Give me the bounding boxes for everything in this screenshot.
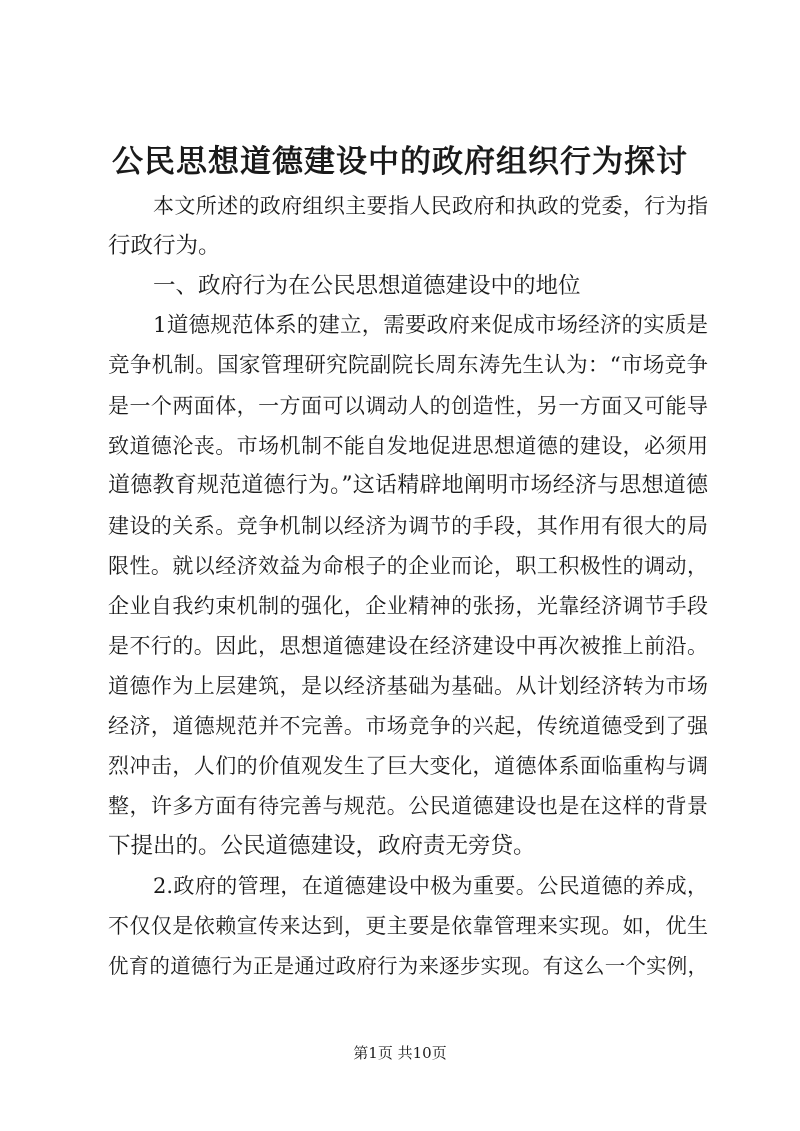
text-line: 2.政府的管理，在道德建设中极为重要。公民道德的养成， xyxy=(153,874,708,898)
text-line: 优育的道德行为正是通过政府行为来逐步实现。有这么一个实例， xyxy=(108,954,708,978)
page-footer: 第1页 共10页 xyxy=(353,1044,447,1062)
text-line: 经济，道德规范并不完善。市场竞争的兴起，传统道德受到了强 xyxy=(108,714,708,738)
text-line: 烈冲击，人们的价值观发生了巨大变化，道德体系面临重构与调 xyxy=(108,754,708,778)
document-body xyxy=(108,186,708,986)
text-line: 下提出的。公民道德建设，政府责无旁贷。 xyxy=(108,833,536,859)
text-line: 致道德沦丧。市场机制不能自发地促进思想道德的建设，必须用 xyxy=(108,434,708,458)
text-line: 不仅仅是依赖宣传来达到，更主要是依靠管理来实现。如，优生 xyxy=(108,914,708,938)
document-title: 公民思想道德建设中的政府组织行为探讨 xyxy=(112,144,688,180)
text-line: 企业自我约束机制的强化，企业精神的张扬，光靠经济调节手段 xyxy=(108,594,708,618)
text-line: 本文所述的政府组织主要指人民政府和执政的党委，行为指 xyxy=(153,194,708,218)
text-line: 整，许多方面有待完善与规范。公民道德建设也是在这样的背景 xyxy=(108,794,708,818)
text-line: 是不行的。因此，思想道德建设在经济建设中再次被推上前沿。 xyxy=(108,634,708,658)
text-line: 是一个两面体，一方面可以调动人的创造性，另一方面又可能导 xyxy=(108,394,708,418)
text-line: 道德教育规范道德行为。”这话精辟地阐明市场经济与思想道德 xyxy=(108,473,708,498)
text-line: 限性。就以经济效益为命根子的企业而论，职工积极性的调动， xyxy=(108,554,708,578)
text-line: 道德作为上层建筑，是以经济基础为基础。从计划经济转为市场 xyxy=(108,674,708,698)
text-line: 行政行为。 xyxy=(108,233,221,259)
text-line: 一、政府行为在公民思想道德建设中的地位 xyxy=(153,273,581,299)
text-line: 建设的关系。竞争机制以经济为调节的手段，其作用有很大的局 xyxy=(108,514,708,538)
text-line: 竞争机制。国家管理研究院副院长周东涛先生认为：“市场竞争 xyxy=(108,353,708,378)
text-line: 1道德规范体系的建立，需要政府来促成市场经济的实质是 xyxy=(153,313,708,338)
